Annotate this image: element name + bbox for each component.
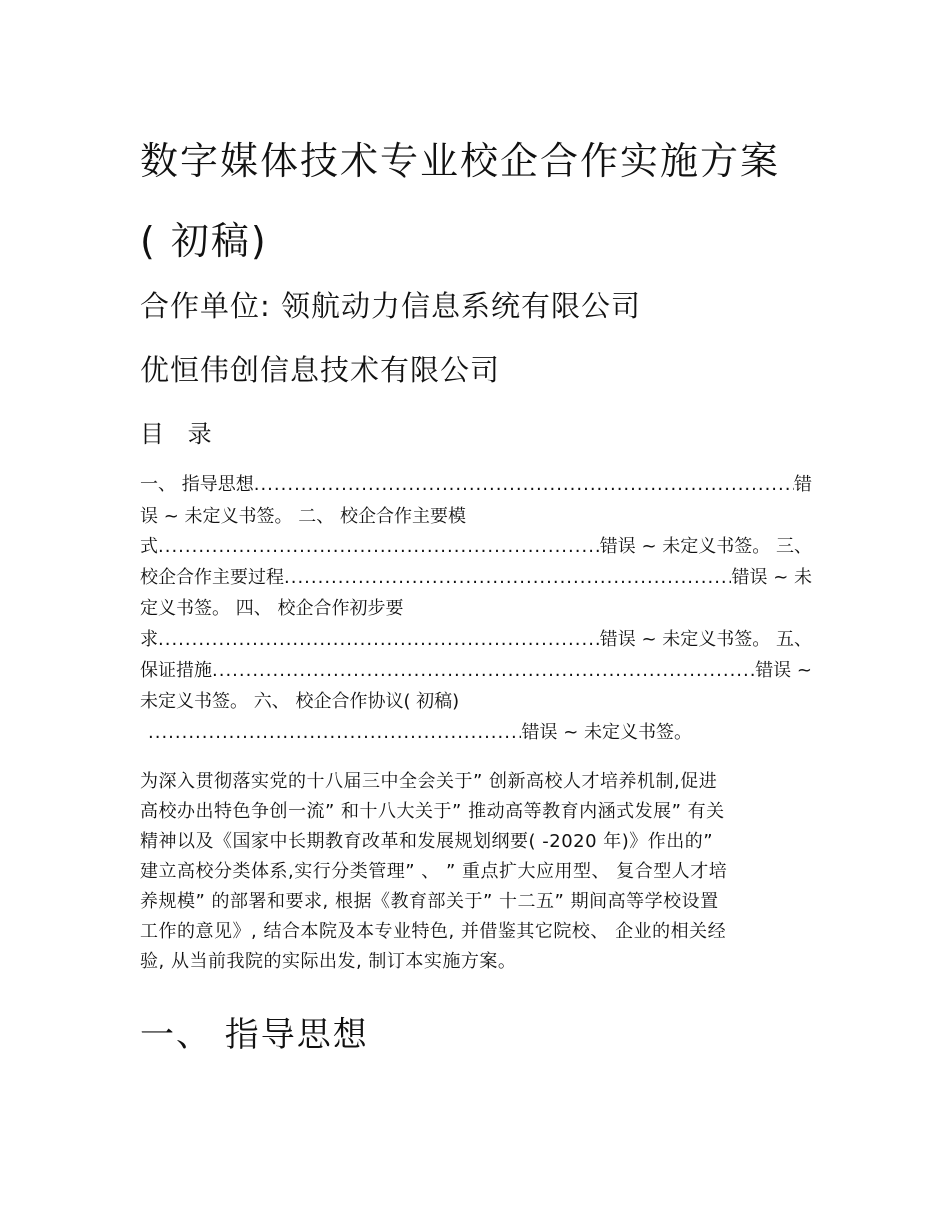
toc-entry-title: 求 [140, 629, 158, 650]
intro-line: 建立高校分类体系,实行分类管理” 、 ” 重点扩大应用型、 复合型人才培 [140, 861, 728, 882]
toc-entry-title: 式 [140, 536, 158, 557]
toc-leader-dots [158, 629, 600, 650]
toc-entry-ref: 错误 ~ 未 [731, 567, 812, 588]
toc-leader-dots [158, 536, 600, 557]
toc-entry[interactable]: 未定义书签。 六、 校企合作协议( 初稿) [140, 691, 460, 712]
intro-line: 高校办出特色争创一流” 和十八大关于” 推动高等教育内涵式发展” 有关 [140, 801, 725, 822]
toc-leader-dots [284, 567, 731, 588]
section-heading: 一、 指导思想 [140, 1015, 369, 1055]
toc-entry-ref: 错 [794, 474, 812, 495]
toc-leader-dots [254, 474, 794, 495]
toc-leader-dots [212, 660, 755, 681]
toc-entry-title: 一、 指导思想 [140, 474, 254, 495]
toc-entry-ref: 错误 ~ 未定义书签。 五、 [599, 629, 812, 650]
toc-entry[interactable] [140, 656, 812, 682]
intro-line: 养规模” 的部署和要求, 根据《教育部关于” 十二五” 期间高等学校设置 [140, 891, 719, 912]
document-subtitle: ( 初稿) [140, 219, 268, 263]
partner-line-2: 优恒伟创信息技术有限公司 [140, 353, 501, 387]
intro-line: 精神以及《国家中长期教育改革和发展规划纲要( -2020 年)》作出的” [140, 831, 714, 852]
toc-entry[interactable] [140, 532, 812, 558]
toc-entry-ref: 错误 ~ 未定义书签。 [521, 722, 692, 743]
toc-entry[interactable]: 误 ~ 未定义书签。 二、 校企合作主要模 [140, 506, 466, 527]
intro-line: 验, 从当前我院的实际出发, 制订本实施方案。 [140, 951, 517, 972]
intro-line: 为深入贯彻落实党的十八届三中全会关于” 创新高校人才培养机制,促进 [140, 771, 718, 792]
toc-heading: 目 录 [140, 420, 220, 448]
document-title: 数字媒体技术专业校企合作实施方案 [140, 139, 781, 183]
toc-entry[interactable] [148, 718, 692, 744]
toc-entry-title: 校企合作主要过程 [140, 567, 284, 588]
toc-entry-title: 保证措施 [140, 660, 212, 681]
toc-entry[interactable] [140, 563, 812, 589]
toc-entry-ref: 错误 ~ [755, 660, 812, 681]
partner-line-1: 合作单位: 领航动力信息系统有限公司 [140, 289, 641, 323]
intro-line: 工作的意见》, 结合本院及本专业特色, 并借鉴其它院校、 企业的相关经 [140, 921, 727, 942]
toc-entry-ref: 错误 ~ 未定义书签。 三、 [599, 536, 812, 557]
toc-entry[interactable]: 定义书签。 四、 校企合作初步要 [140, 598, 404, 619]
toc-entry[interactable] [140, 625, 812, 651]
toc-leader-dots [148, 722, 521, 743]
toc-entry[interactable] [140, 470, 812, 496]
